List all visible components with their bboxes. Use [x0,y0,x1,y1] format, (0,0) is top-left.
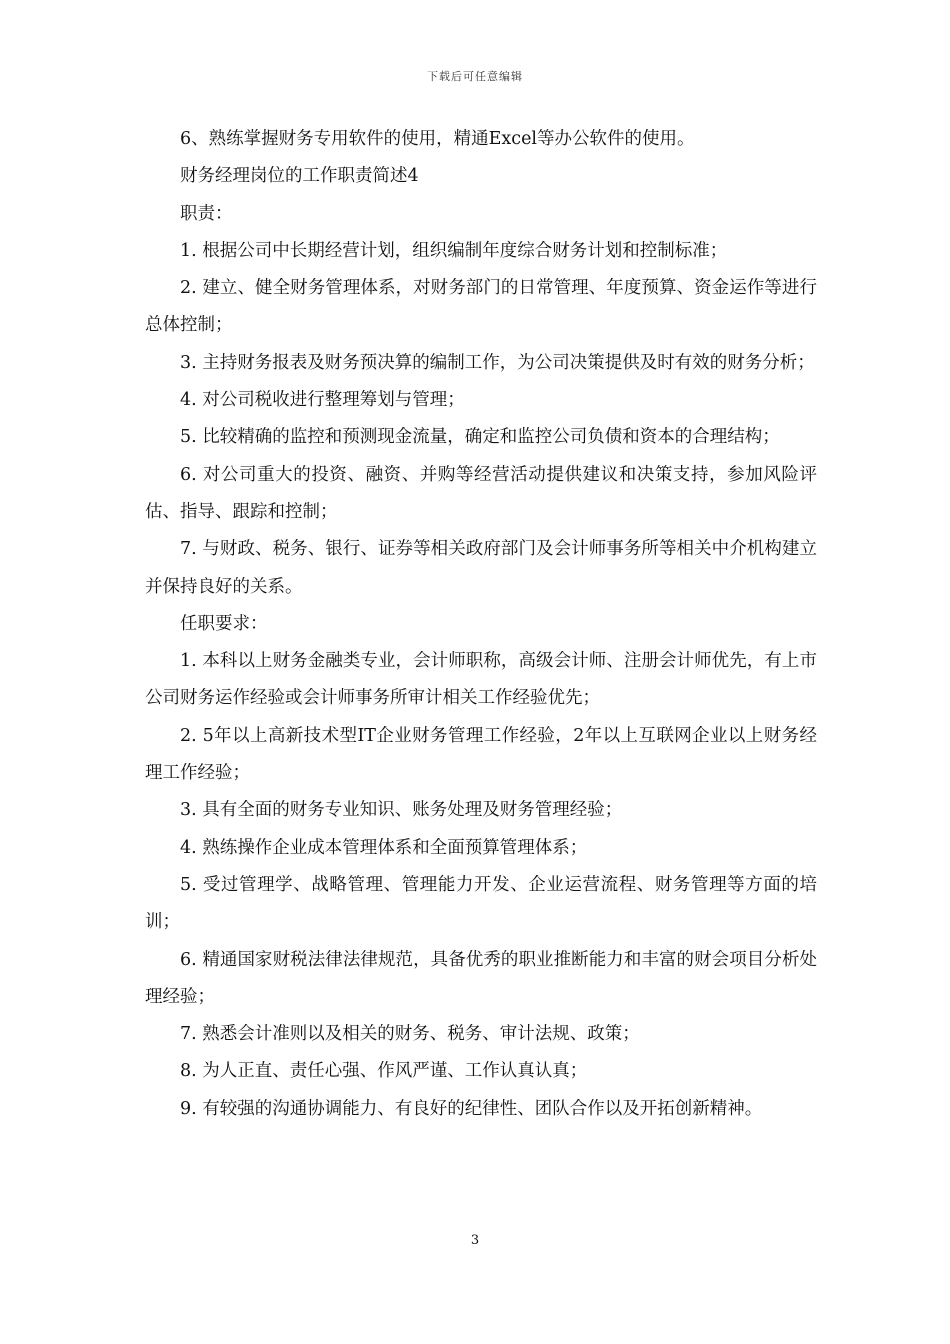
requirement-item: 3. 具有全面的财务专业知识、账务处理及财务管理经验； [180,800,623,821]
requirement-item: 5. 受过管理学、战略管理、管理能力开发、企业运营流程、财务管理等方面的培训； [145,874,817,933]
duty-item: 2. 建立、健全财务管理体系，对财务部门的日常管理、年度预算、资金运作等进行总体控制； [145,278,817,336]
duty-item: 5. 比较精确的监控和预测现金流量，确定和监控公司负债和资本的合理结构； [180,427,780,448]
requirement-item: 1. 本科以上财务金融类专业，会计师职称，高级会计师、注册会计师优先，有上市公司财务运作经验或会计师事务所审计相关工作经验优先； [145,651,817,709]
requirement-item: 4. 熟练操作企业成本管理体系和全面预算管理体系； [180,837,588,858]
document-body [145,121,817,1128]
page-number: 3 [470,1233,480,1248]
duty-item: 1. 根据公司中长期经营计划，组织编制年度综合财务计划和控制标准； [180,240,728,261]
requirement-item: 6. 精通国家财税法律法律规范，具备优秀的职业推断能力和丰富的财会项目分析处理经验； [145,949,817,1007]
requirement-item: 9. 有较强的沟通协调能力、有良好的纪律性、团队合作以及开拓创新精神。 [180,1098,763,1119]
subheading-duties: 职责： [180,203,233,224]
paragraph: 6、熟练掌握财务专用软件的使用，精通Excel等办公软件的使用。 [180,129,695,149]
section-title: 财务经理岗位的工作职责简述4 [180,166,419,187]
page-header: 下载后可任意编辑 [427,70,523,83]
duty-item: 6. 对公司重大的投资、融资、并购等经营活动提供建议和决策支持，参加风险评估、指导、跟踪和控制； [145,464,817,522]
duty-item: 4. 对公司税收进行整理筹划与管理； [180,390,465,411]
duty-item: 7. 与财政、税务、银行、证券等相关政府部门及会计师事务所等相关中介机构建立并保持良好的关系。 [145,539,817,597]
requirement-item: 8. 为人正直、责任心强、作风严谨、工作认真认真； [180,1061,588,1082]
requirement-item: 7. 熟悉会计准则以及相关的财务、税务、审计法规、政策； [180,1024,640,1045]
subheading-requirements: 任职要求： [180,613,268,634]
duty-item: 3. 主持财务报表及财务预决算的编制工作，为公司决策提供及时有效的财务分析； [180,352,815,373]
requirement-item: 2. 5年以上高新技术型IT企业财务管理工作经验，2年以上互联网企业以上财务经理工作经验； [145,725,817,784]
